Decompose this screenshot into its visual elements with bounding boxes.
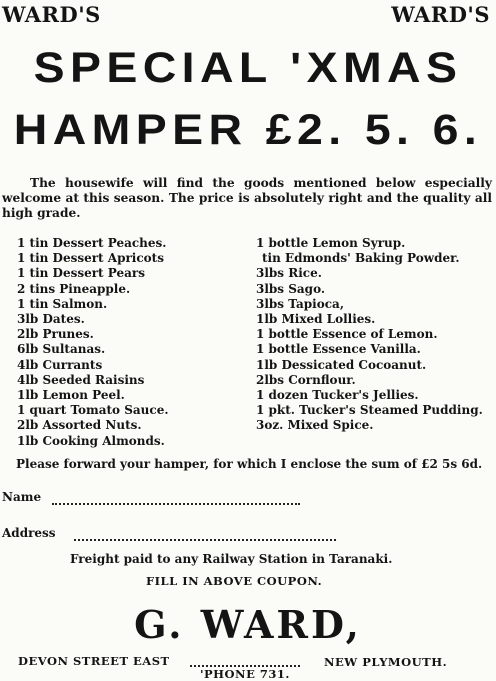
signature-g-ward: G. WARD, xyxy=(134,602,362,647)
list-item: 2lb Assorted Nuts. xyxy=(17,418,142,433)
ward-right-heading: WARD'S xyxy=(391,2,490,27)
list-item: 3lbs Sago. xyxy=(256,281,326,296)
list-item: 1 quart Tomato Sauce. xyxy=(17,403,169,418)
items-list-right xyxy=(256,236,483,434)
town-name: NEW PLYMOUTH. xyxy=(324,655,448,669)
list-item: 1 bottle Essence Vanilla. xyxy=(256,342,421,357)
list-item: 1lb Dessicated Cocoanut. xyxy=(256,357,427,372)
list-item: 1 tin Salmon. xyxy=(17,296,108,311)
list-item: 1lb Mixed Lollies. xyxy=(256,312,376,327)
list-item: 1lb Cooking Almonds. xyxy=(17,433,165,448)
list-item: 6lb Sultanas. xyxy=(17,342,106,357)
list-item: 1 bottle Essence of Lemon. xyxy=(256,327,438,342)
list-item: 1 bottle Lemon Syrup. xyxy=(256,236,406,250)
headline-hamper-price: HAMPER £2. 5. 6. xyxy=(13,106,483,154)
street-address: DEVON STREET EAST xyxy=(18,654,170,668)
list-item: 3lb Dates. xyxy=(17,312,85,327)
list-item: 1 pkt. Tucker's Steamed Pudding. xyxy=(256,403,483,418)
freight-line: Freight paid to any Railway Station in Taranaki. xyxy=(70,552,393,566)
list-item: 2lbs Cornflour. xyxy=(256,372,356,387)
coupon-line: FILL IN ABOVE COUPON. xyxy=(146,574,323,588)
list-item: 4lb Seeded Raisins xyxy=(17,372,145,387)
headline-special-xmas: SPECIAL 'XMAS xyxy=(33,44,463,92)
ward-left-heading: WARD'S xyxy=(2,2,101,27)
name-field[interactable] xyxy=(52,503,300,505)
list-item: 1 tin Dessert Apricots xyxy=(17,251,164,266)
order-line: Please forward your hamper, for which I enclose the sum of £2 5s 6d. xyxy=(16,457,483,471)
list-item: 2 tins Pineapple. xyxy=(17,281,131,296)
list-item: 1 dozen Tucker's Jellies. xyxy=(256,388,419,403)
list-item: 3lbs Tapioca, xyxy=(256,296,345,311)
name-label: Name xyxy=(2,490,42,504)
list-item: 1 tin Dessert Peaches. xyxy=(17,236,167,250)
address-field[interactable] xyxy=(74,539,336,541)
intro-paragraph: The housewife will find the goods mentioned below especially welcome at this season. The price is absolutely right and the quality all high grade. xyxy=(2,176,492,220)
list-item: 3oz. Mixed Spice. xyxy=(256,418,374,433)
items-list-left xyxy=(17,236,169,449)
list-item: tin Edmonds' Baking Powder. xyxy=(262,251,460,266)
list-item: 2lb Prunes. xyxy=(17,327,94,342)
address-label: Address xyxy=(2,526,56,540)
list-item: 4lb Currants xyxy=(17,357,103,372)
list-item: 3lbs Rice. xyxy=(256,266,322,281)
list-item: 1lb Lemon Peel. xyxy=(17,388,125,403)
phone-number: 'PHONE 731. xyxy=(200,667,290,681)
list-item: 1 tin Dessert Pears xyxy=(17,266,145,281)
